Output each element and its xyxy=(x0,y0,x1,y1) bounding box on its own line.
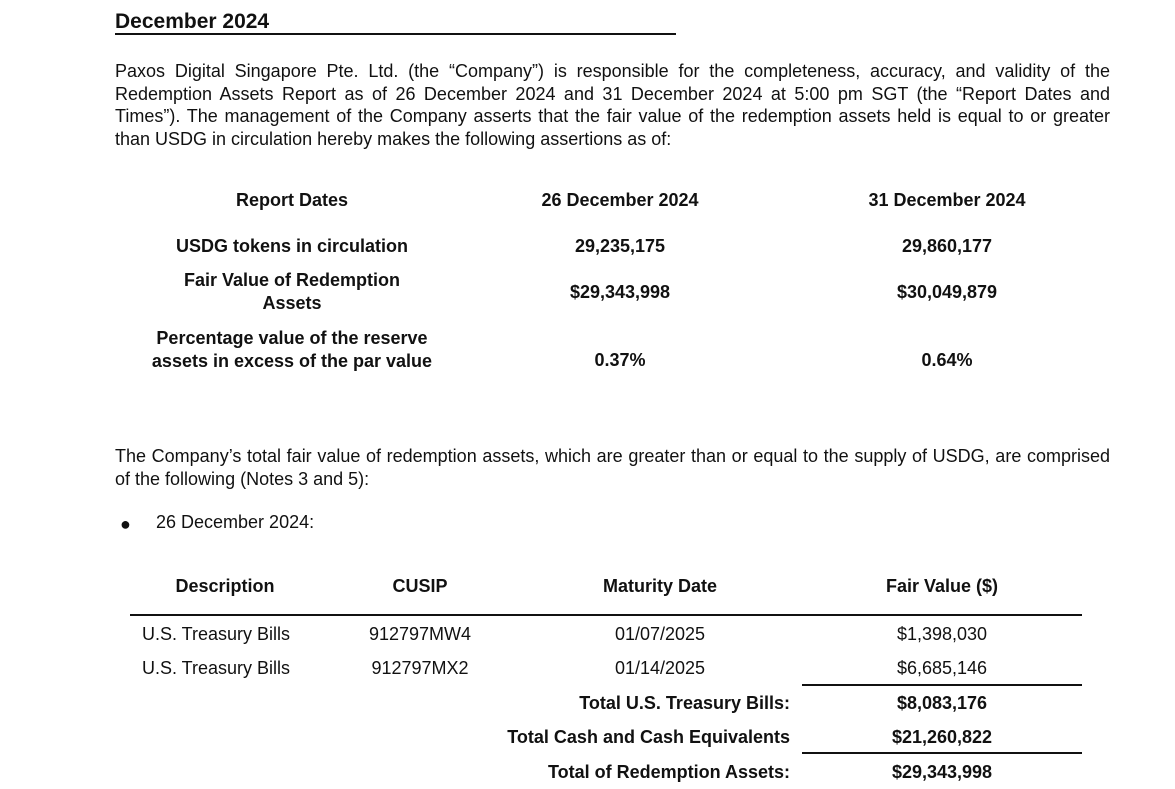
assertions-row-label: Fair Value of Redemption Assets xyxy=(183,270,401,313)
assertions-row-value: 0.37% xyxy=(594,350,646,370)
holding-maturity: 01/14/2025 xyxy=(614,658,706,678)
bullet-icon: ● xyxy=(120,514,131,534)
total-treasury-value: $8,083,176 xyxy=(896,693,988,713)
intro-paragraph: Paxos Digital Singapore Pte. Ltd. (the “Company”) is responsible for the completeness, accuracy, and validity of the Redemption Assets Report as of 26 December 2024 and 31 December 2024 at 5:00 pm SGT (the “Report Dates and Times”). The management of the Company asserts that the fair value of the redemption assets held is equal to or greater than USDG in circulation hereby makes the following assertions as of: xyxy=(115,61,1110,149)
subtotal-rule xyxy=(802,684,1082,686)
assertions-header-date1: 26 December 2024 xyxy=(541,190,699,210)
total-cash-label: Total Cash and Cash Equivalents xyxy=(507,727,790,747)
col-header-maturity: Maturity Date xyxy=(602,576,718,596)
grand-total-rule xyxy=(802,752,1082,754)
holding-fair-value: $6,685,146 xyxy=(896,658,988,678)
heading-underline xyxy=(115,33,676,35)
holding-maturity: 01/07/2025 xyxy=(614,624,706,644)
holding-fair-value: $1,398,030 xyxy=(896,624,988,644)
assertions-row-value: 0.64% xyxy=(921,350,973,370)
bullet-date: 26 December 2024: xyxy=(156,512,315,532)
composition-paragraph: The Company’s total fair value of redemption assets, which are greater than or equal to the supply of USDG, are comprised of the following (Notes 3 and 5): xyxy=(115,446,1110,489)
assertions-row-value: 29,235,175 xyxy=(574,236,666,256)
total-redemption-label: Total of Redemption Assets: xyxy=(547,762,790,782)
total-cash-value: $21,260,822 xyxy=(891,727,993,747)
col-header-description: Description xyxy=(175,576,275,596)
assertions-row-label: Percentage value of the reserve assets in excess of the par value xyxy=(151,328,433,371)
assertions-row-label: USDG tokens in circulation xyxy=(175,236,409,256)
col-header-fair-value: Fair Value ($) xyxy=(885,576,999,596)
total-treasury-label: Total U.S. Treasury Bills: xyxy=(579,693,790,713)
assertions-row-value: $30,049,879 xyxy=(896,282,998,302)
holding-description: U.S. Treasury Bills xyxy=(142,624,291,644)
header-rule xyxy=(130,614,1082,616)
assertions-row-value: $29,343,998 xyxy=(569,282,671,302)
holding-cusip: 912797MW4 xyxy=(368,624,472,644)
assertions-header-date2: 31 December 2024 xyxy=(868,190,1026,210)
col-header-cusip: CUSIP xyxy=(392,576,448,596)
section-heading: December 2024 xyxy=(115,10,270,33)
total-redemption-value: $29,343,998 xyxy=(891,762,993,782)
holding-description: U.S. Treasury Bills xyxy=(142,658,291,678)
assertions-row-value: 29,860,177 xyxy=(901,236,993,256)
assertions-header-label: Report Dates xyxy=(235,190,349,210)
holding-cusip: 912797MX2 xyxy=(371,658,469,678)
